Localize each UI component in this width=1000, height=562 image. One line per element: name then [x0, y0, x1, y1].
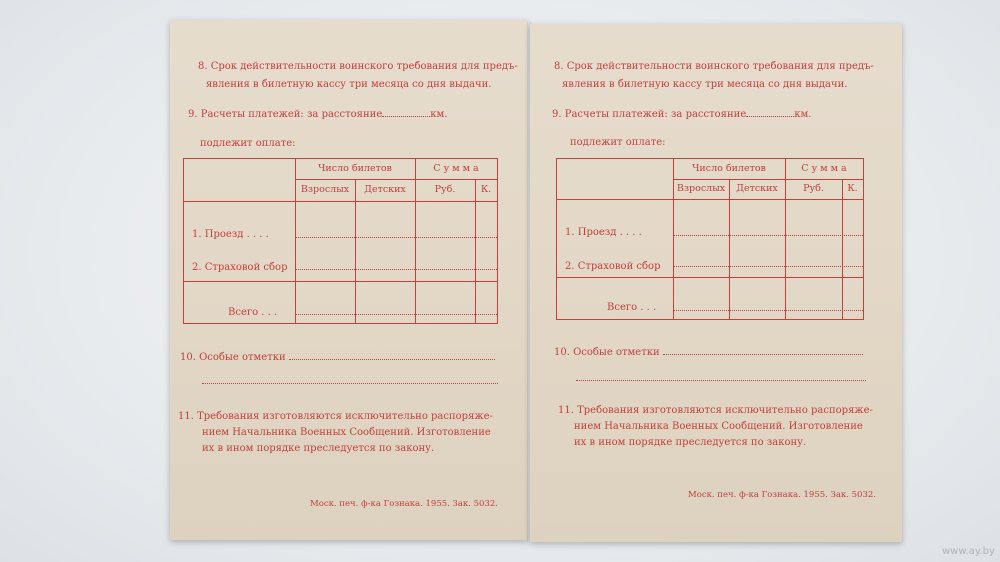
item9-unit: км.	[430, 109, 448, 120]
printer-imprint: Моск. печ. ф-ка Гознака. 1955. Зак. 5032.	[310, 499, 498, 509]
row-insurance: 2. Страховой сбор	[192, 262, 288, 273]
item11-line3-right: их в ином порядке преследуется по закону.	[574, 437, 807, 448]
distance-field[interactable]	[382, 116, 430, 117]
item11-line1-right: 11. Требования изготовляются исключительно распоряже-	[558, 405, 873, 416]
form-page-right	[530, 24, 902, 542]
row-total-right: Всего . . .	[607, 302, 657, 313]
special-marks-field-2[interactable]	[202, 383, 498, 384]
col-sum-right: С у м м а	[801, 163, 847, 174]
item11-line1: 11. Требования изготовляются исключительно распоряже-	[178, 411, 493, 422]
row-fare-right: 1. Проезд . . . .	[565, 227, 642, 238]
col-sum: С у м м а	[433, 163, 479, 174]
row-insurance-right: 2. Страховой сбор	[565, 261, 661, 272]
special-marks-line2	[202, 375, 498, 389]
printer-imprint-right: Моск. печ. ф-ка Гознака. 1955. Зак. 5032.	[688, 490, 876, 500]
col-kop: К.	[480, 184, 492, 195]
watermark: www.ay.by	[942, 546, 995, 557]
special-marks-field-right[interactable]	[663, 354, 863, 355]
payable-label: подлежит оплате:	[200, 138, 296, 149]
item11-line2: нием Начальника Военных Сообщений. Изготовление	[202, 427, 491, 438]
payable-label-right: подлежит оплате:	[570, 137, 666, 148]
item8-line1: 8. Срок действительности воинского требования для предъ-	[198, 61, 518, 72]
payment-table-right	[556, 158, 864, 320]
col-kop-right: К.	[847, 183, 858, 194]
item10-text: 10. Особые отметки	[180, 352, 286, 363]
item9-text-right: 9. Расчеты платежей: за расстояние	[552, 109, 747, 120]
payment-table	[183, 158, 498, 324]
col-adults-right: Взрослых	[676, 183, 726, 194]
row-fare: 1. Проезд . . . .	[192, 229, 269, 240]
item9-unit-right: км.	[794, 109, 812, 120]
row-total: Всего . . .	[228, 307, 278, 318]
distance-field-right[interactable]	[746, 116, 794, 117]
col-adults: Взрослых	[300, 184, 350, 195]
special-marks-field-2-right[interactable]	[576, 380, 866, 381]
item8-line1-right: 8. Срок действительности воинского требования для предъ-	[554, 61, 874, 72]
item9-label-right	[552, 108, 811, 122]
col-rub-right: Руб.	[803, 183, 824, 194]
form-page-left	[170, 20, 528, 540]
item9-text: 9. Расчеты платежей: за расстояние	[188, 109, 383, 120]
col-rub: Руб.	[434, 184, 456, 195]
col-tickets: Число билетов	[318, 163, 392, 174]
col-tickets-right: Число билетов	[692, 163, 766, 174]
item11-line2-right: нием Начальника Военных Сообщений. Изготовление	[574, 421, 863, 432]
col-children: Детских	[364, 184, 406, 195]
item11-line3: их в ином порядке преследуется по закону.	[202, 443, 435, 454]
item8-line2: явления в билетную кассу три месяца со дня выдачи.	[206, 79, 492, 90]
item10-label-right	[554, 346, 863, 360]
special-marks-field[interactable]	[289, 359, 495, 360]
item10-label	[180, 351, 495, 365]
special-marks-line2-right	[576, 372, 866, 386]
item9-label	[188, 108, 447, 122]
col-children-right: Детских	[736, 183, 778, 194]
item8-line2-right: явления в билетную кассу три месяца со дня выдачи.	[562, 79, 848, 90]
item10-text-right: 10. Особые отметки	[554, 347, 660, 358]
